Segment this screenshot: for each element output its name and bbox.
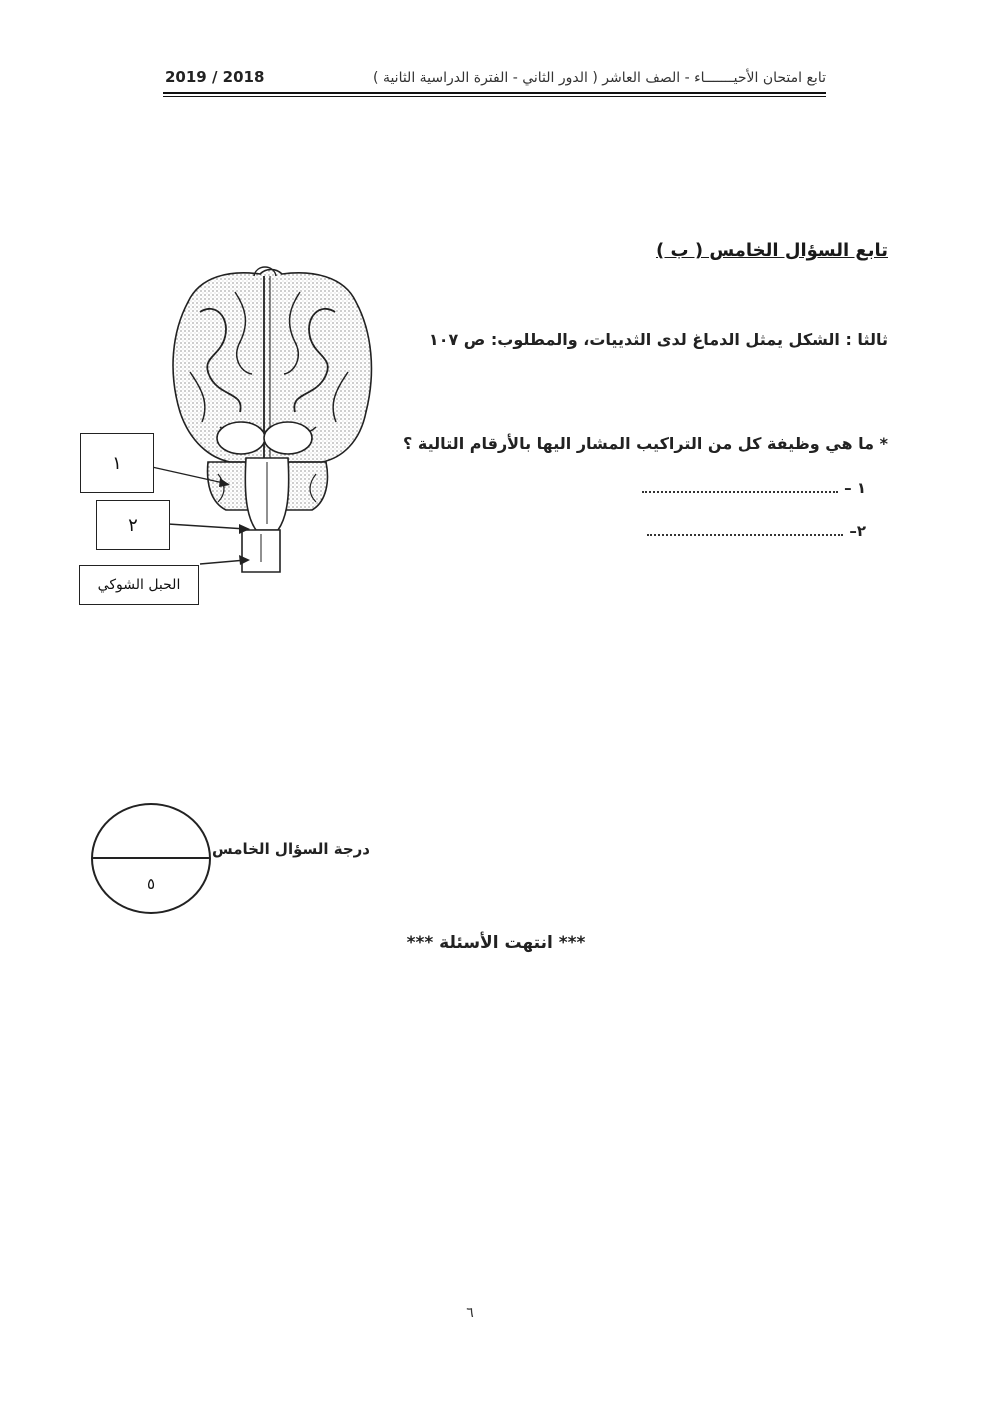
question-intro: ثالثا : الشكل يمثل الدماغ لدى الثدييات، والمطلوب: ص ١٠٧ — [428, 330, 888, 349]
score-label: درجة السؤال الخامس — [212, 840, 370, 858]
exam-header-title: تابع امتحان الأحيـــــــاء - الصف العاشر ( الدور الثاني - الفترة الدراسية الثانية ) — [373, 70, 826, 86]
question-text: * ما هي وظيفة كل من التراكيب المشار اليها بالأرقام التالية ؟ — [403, 434, 888, 453]
end-of-questions: *** انتهت الأسئلة *** — [406, 933, 586, 953]
exam-year: 2019 / 2018 — [165, 68, 265, 86]
answer-number: ١ – — [844, 479, 866, 497]
optic-lobe-left — [217, 422, 265, 454]
label-box-1: ١ — [80, 433, 154, 493]
label-box-2: ٢ — [96, 500, 170, 550]
score-circle — [91, 803, 211, 914]
answer-blank[interactable] — [642, 479, 838, 493]
arrow-spinal-cord — [200, 560, 246, 564]
header-rule-thin — [163, 96, 826, 97]
label-box-spinal-cord: الحبل الشوكي — [79, 565, 199, 605]
arrow-label-2 — [168, 524, 246, 529]
answer-blank[interactable] — [647, 522, 843, 536]
answer-line-2[interactable] — [637, 522, 866, 540]
answer-line-1[interactable] — [632, 479, 866, 497]
section-title: تابع السؤال الخامس ( ب ) — [655, 240, 888, 261]
score-value: ٥ — [146, 875, 156, 893]
optic-lobe-right — [264, 422, 312, 454]
answer-number: ٢– — [849, 522, 866, 540]
score-divider — [93, 857, 209, 859]
page-number: ٦ — [466, 1305, 474, 1321]
header-rule — [163, 92, 826, 94]
